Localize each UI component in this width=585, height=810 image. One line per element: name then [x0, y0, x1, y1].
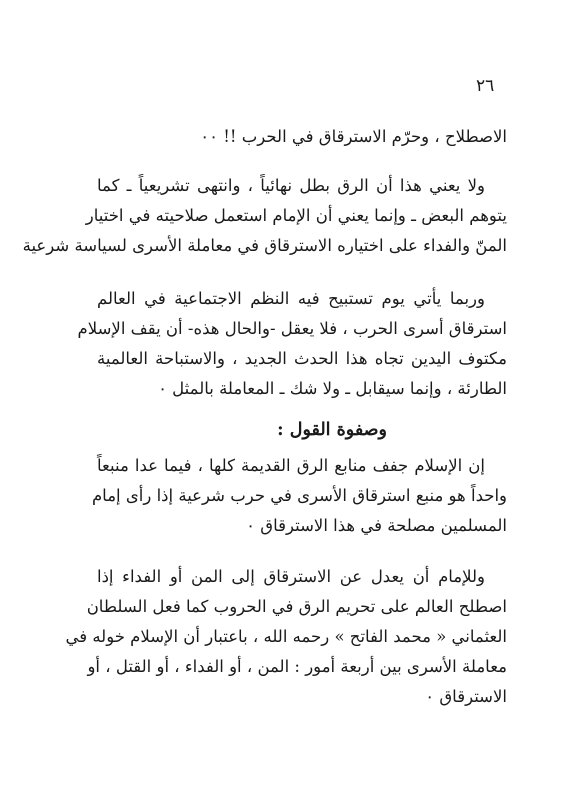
text-line: الطارئة ، وإنما سيقابل ـ ولا شك ـ المعاملة بالمثل ٠ — [158, 379, 507, 398]
text-line: واحداً هو منبع استرقاق الأسرى في حرب شرعية إذا رأى إمام — [91, 486, 507, 505]
text-line: معاملة الأسرى بين أربعة أمور : المن ، أو الفداء ، أو القتل ، أو — [87, 657, 507, 676]
text-line: وربما يأتي يوم تستبيح فيه النظم الاجتماعية في العالم — [97, 289, 485, 308]
text-line: وللإمام أن يعدل عن الاسترقاق إلى المن أو الفداء إذا — [97, 567, 485, 586]
text-line: العثماني « محمد الفاتح » رحمه الله ، باعتبار أن الإسلام خوله في — [65, 627, 507, 646]
text-line: استرقاق أسرى الحرب ، فلا يعقل -والحال هذه- أن يقف الإسلام — [77, 319, 507, 338]
text-line: الاسترقاق ٠ — [425, 687, 507, 706]
text-line: مكتوف اليدين تجاه هذا الحدث الجديد ، والاستباحة العالمية — [97, 349, 507, 368]
text-line: يتوهم البعض ـ وإنما يعني أن الإمام استعمل صلاحيته في اختيار — [85, 206, 507, 225]
section-heading: وصفوة القول : — [277, 420, 387, 440]
text-line: إن الإسلام جفف منابع الرق القديمة كلها ، فيما عدا منبعاً — [97, 456, 485, 475]
text-line: ولا يعني هذا أن الرق بطل نهائياً ، وانتهى تشريعياً ـ كما — [97, 176, 485, 195]
text-line: المنّ والفداء على اختياره الاسترقاق في معاملة الأسرى لسياسة شرعية — [22, 236, 507, 255]
text-line: الاصطلاح ، وحرّم الاسترقاق في الحرب !! ٠٠ — [200, 127, 507, 146]
page-number: ٢٦ — [476, 76, 495, 96]
text-line: المسلمين مصلحة في هذا الاسترقاق ٠ — [246, 516, 507, 535]
text-line: اصطلح العالم على تحريم الرق في الحروب كما فعل السلطان — [86, 597, 507, 616]
